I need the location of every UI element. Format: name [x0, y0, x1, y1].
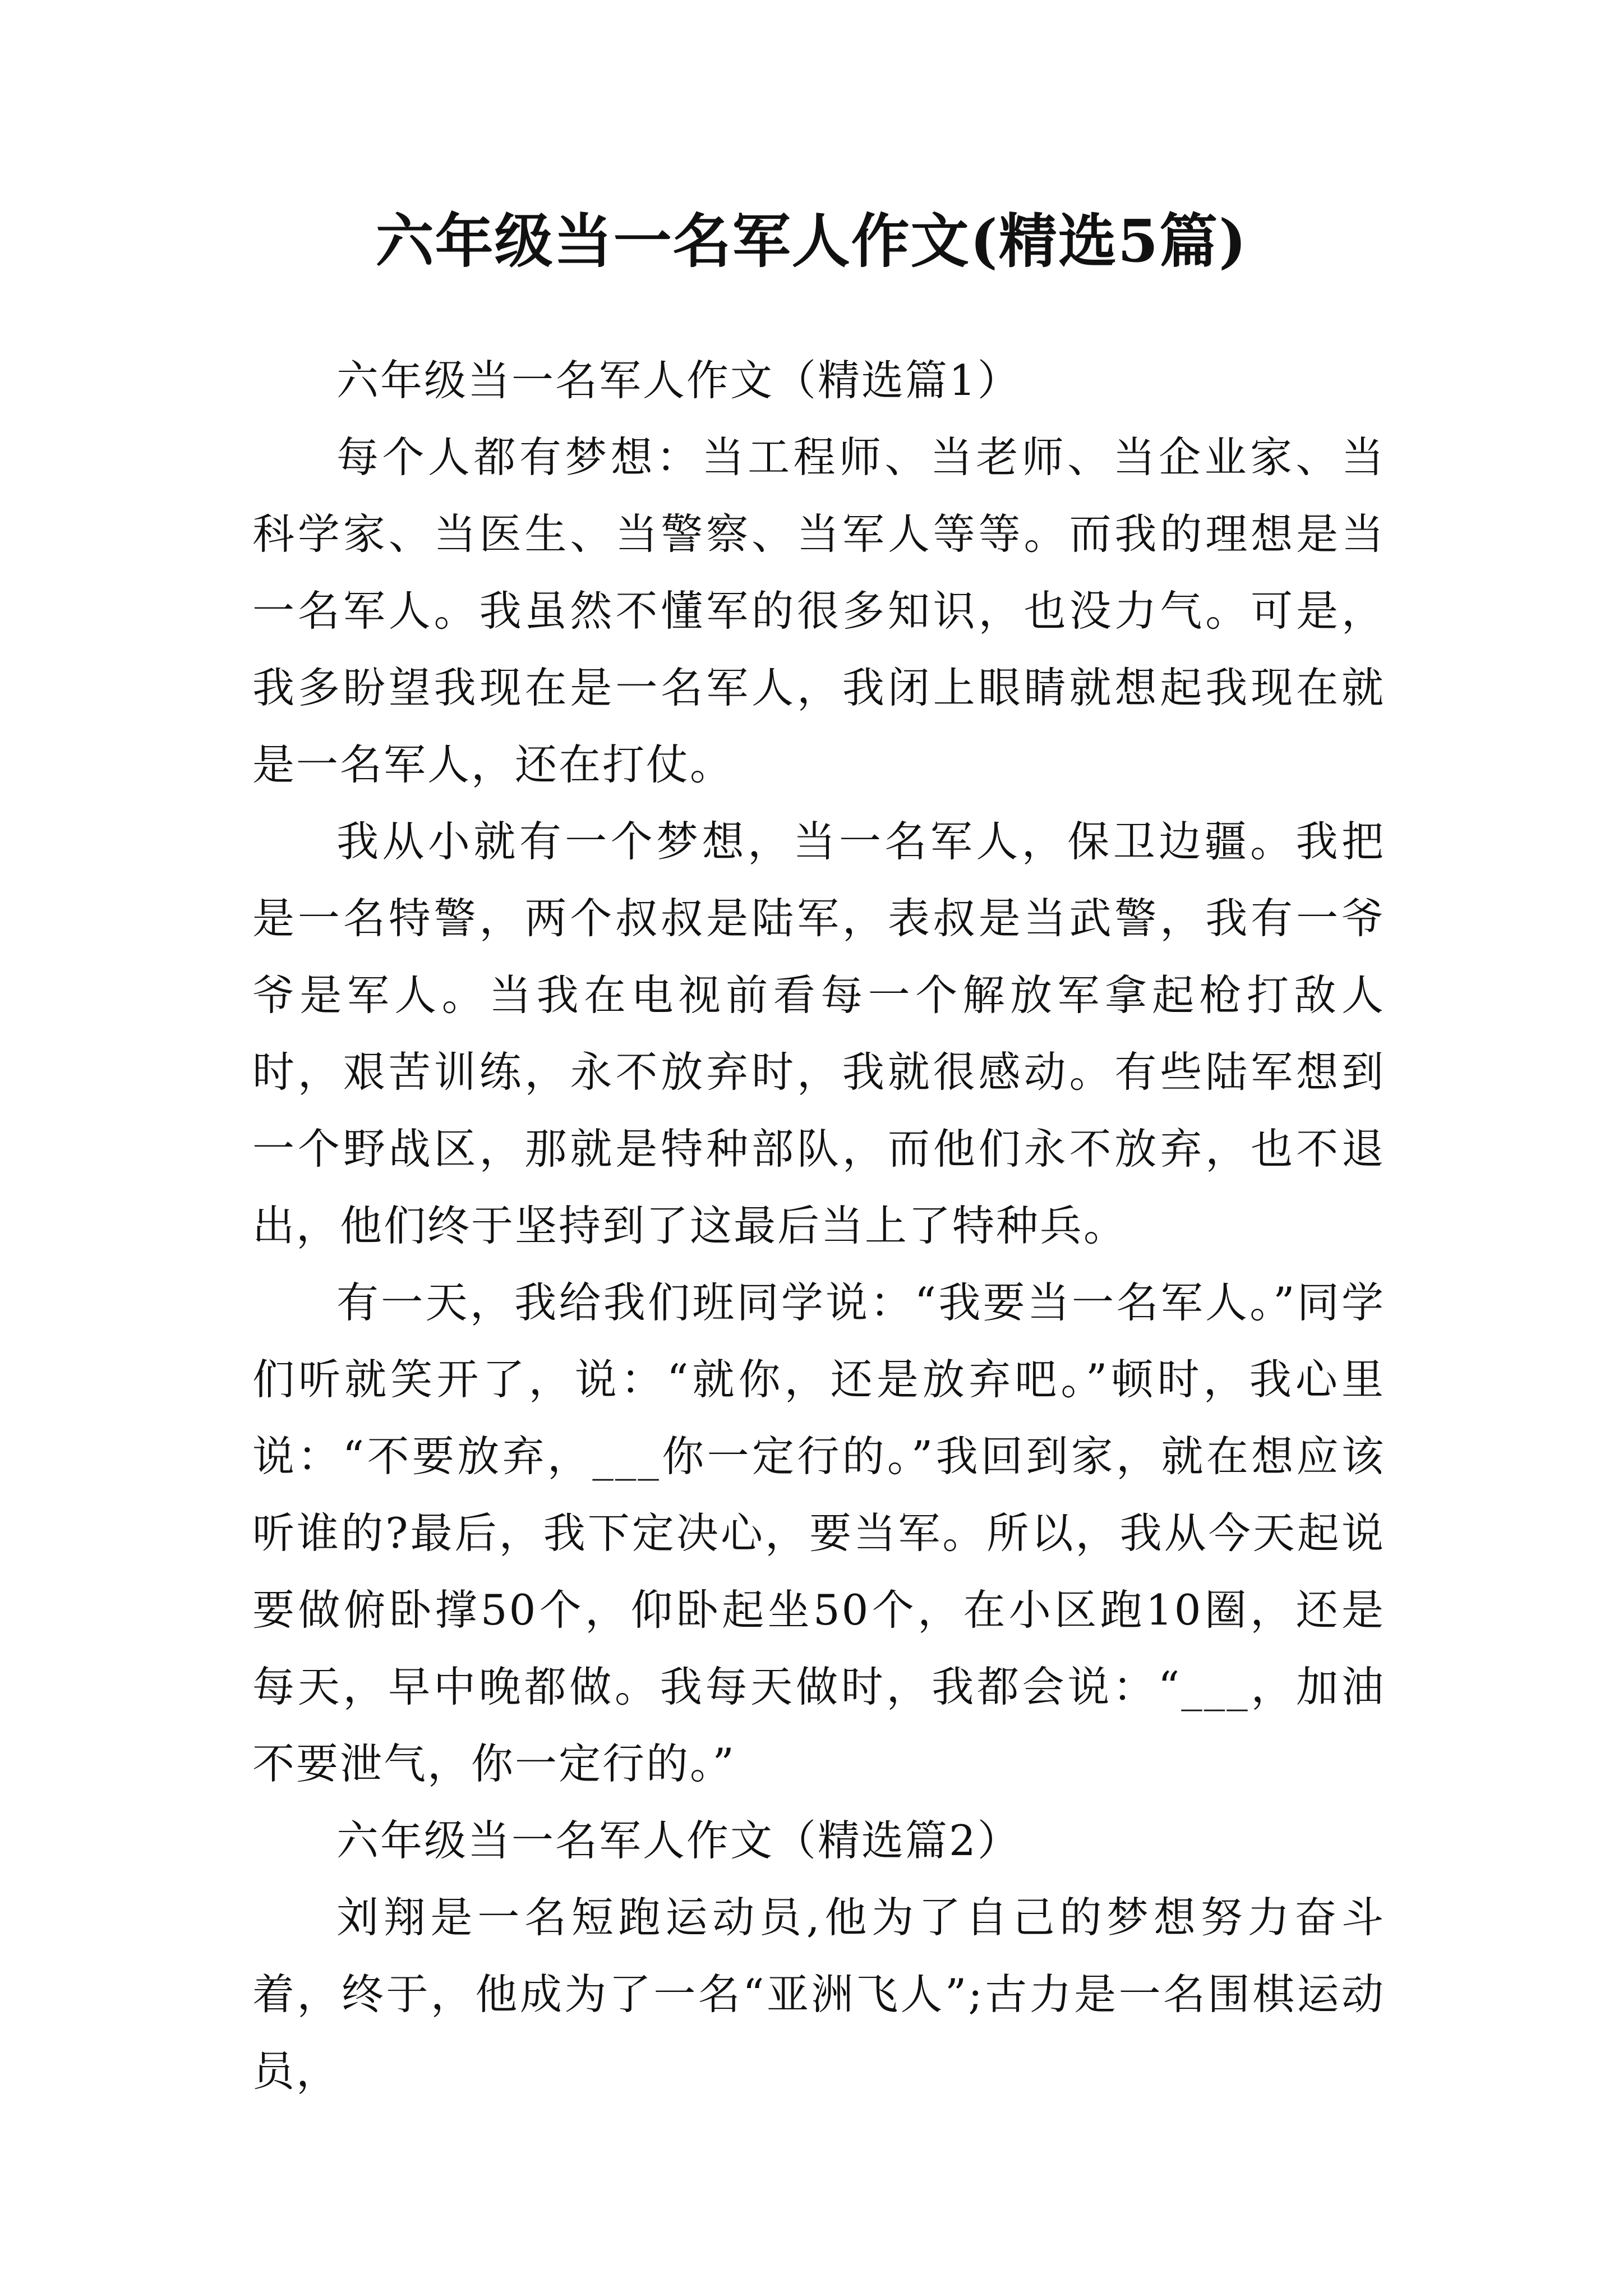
paragraph: 我从小就有一个梦想，当一名军人，保卫边疆。我把是一名特警，两个叔叔是陆军，表叔是当武警，我有一爷爷是军人。当我在电视前看每一个解放军拿起枪打敌人时，艰苦训练，永不放弃时，我就很感动。有些陆军想到一个野战区，那就是特种部队，而他们永不放弃，也不退出，他们终于坚持到了这最后当上了特种兵。	[252, 817, 1385, 1250]
paragraph: 有一天，我给我们班同学说：“我要当一名军人。”同学们听就笑开了，说：“就你，还是放弃吧。”顿时，我心里说：“不要放弃，___你一定行的。”我回到家，就在想应该听谁的?最后，我下定决心，要当军。所以，我从今天起说要做俯卧撑50个，仰卧起坐50个，在小区跑10圈，还是每天，早中晚都做。我每天做时，我都会说：“___，加油不要泄气，你一定行的。”	[252, 1278, 1385, 1788]
paragraph: 刘翔是一名短跑运动员,他为了自己的梦想努力奋斗着，终于，他成为了一名“亚洲飞人”;古力是一名围棋运动员，	[252, 1893, 1385, 2096]
section-heading: 六年级当一名军人作文（精选篇1）	[336, 356, 1021, 405]
document-title: 六年级当一名军人作文(精选5篇)	[375, 206, 1248, 275]
essay-section-2	[252, 1802, 1385, 2110]
essay-section-1	[252, 342, 1385, 1802]
document-body	[252, 342, 1385, 2110]
section-heading: 六年级当一名军人作文（精选篇2）	[336, 1816, 1021, 1865]
paragraph: 每个人都有梦想：当工程师、当老师、当企业家、当科学家、当医生、当警察、当军人等等。而我的理想是当一名军人。我虽然不懂军的很多知识，也没力气。可是，我多盼望我现在是一名军人，我闭上眼睛就想起我现在就是一名军人，还在打仗。	[252, 432, 1385, 789]
